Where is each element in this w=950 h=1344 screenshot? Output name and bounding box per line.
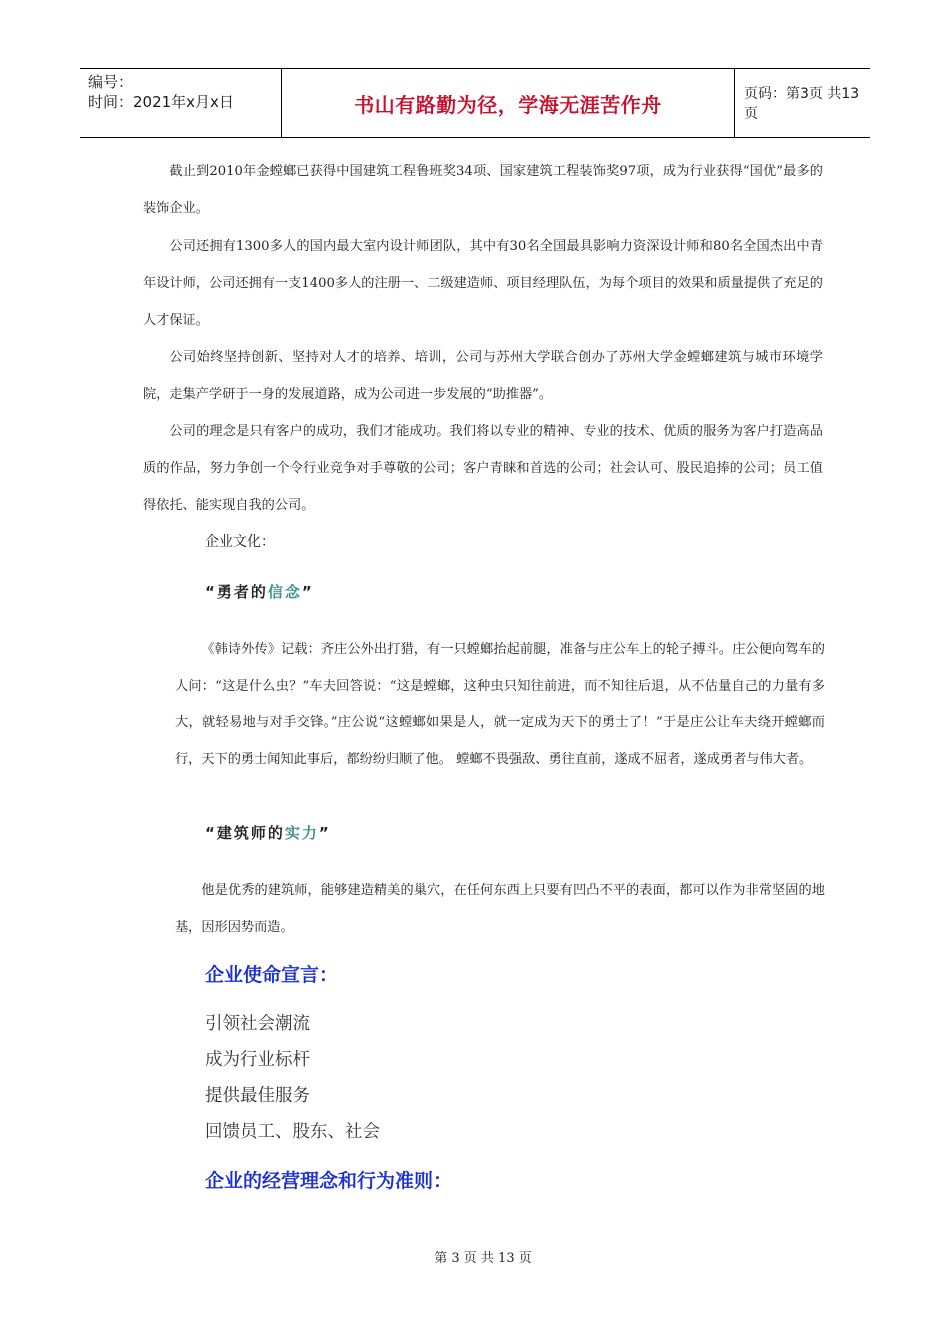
paragraph-awards: 截止到2010年金螳螂已获得中国建筑工程鲁班奖34项、国家建筑工程装饰奖97项，成为行业获得“国优”最多的装饰企业。: [143, 164, 823, 216]
header-meta: [80, 69, 281, 137]
paragraph-designers: 公司还拥有1300多人的国内最大室内设计师团队，其中有30名全国最具影响力资深设计师和80名全国杰出中青年设计师，公司还拥有一支1400多人的注册一、二级建造师、项目经理队伍，为每个项目的效果和质量提供了充足的人才保证。: [143, 239, 823, 328]
header-page-info: 页码：第3页 共13页: [744, 86, 860, 122]
mission-item: 引领社会潮流: [205, 1014, 310, 1034]
slogan-architect: [205, 822, 331, 843]
page-footer: 第 3 页 共 13 页: [434, 1251, 532, 1266]
story-architect: 他是优秀的建筑师，能够建造精美的巢穴，在任何东西上只要有凹凸不平的表面，都可以作为非常坚固的地基，因形因势而造。: [175, 883, 825, 935]
principles-heading: 企业的经营理念和行为准则：: [205, 1170, 453, 1192]
slogan-architect-highlight: 实力: [284, 824, 319, 842]
story-mantis: 《韩诗外传》记载：齐庄公外出打猎，有一只螳螂抬起前腿，准备与庄公车上的轮子搏斗。庄公便向驾车的人问：“这是什么虫？”车夫回答说：“这是螳螂，这种虫只知往前进，而不知往后退，从不估量自己的力量有多大，就轻易地与对手交锋。”庄公说“这螳螂如果是人，就一定成为天下的勇士了！”于是庄公让车夫绕开螳螂而行，天下的勇士闻知此事后，都纷纷归顺了他。 螳螂不畏强敌、勇往直前，遂成不屈者，遂成勇者与伟大者。: [175, 642, 825, 767]
paragraph-philosophy: 公司的理念是只有客户的成功，我们才能成功。我们将以专业的精神、专业的技术、优质的服务为客户打造高品质的作品，努力争创一个令行业竞争对手尊敬的公司；客户青睐和首选的公司；社会认可、股民追捧的公司；员工值得依托、能实现自我的公司。: [143, 424, 823, 513]
culture-label: 企业文化：: [205, 534, 275, 550]
slogan-architect-open: “建筑师的: [205, 824, 285, 842]
mission-item: 提供最佳服务: [205, 1086, 310, 1106]
header-motto-cell: [281, 69, 735, 137]
slogan-courage: [205, 581, 314, 602]
motto-text: 书山有路勤为径，学海无涯苦作舟: [354, 92, 662, 117]
page-header: [80, 68, 870, 138]
mission-item: 成为行业标杆: [205, 1050, 310, 1070]
slogan-courage-highlight: 信念: [267, 583, 302, 601]
mission-list: [205, 1006, 380, 1150]
time-label: 时间：2021年x月x日: [88, 93, 234, 111]
mission-heading: 企业使命宣言：: [205, 964, 339, 986]
slogan-architect-close: ”: [318, 824, 331, 842]
paragraph-innovation: 公司始终坚持创新、坚持对人才的培养、培训，公司与苏州大学联合创办了苏州大学金螳螂建筑与城市环境学院，走集产学研于一身的发展道路，成为公司进一步发展的“助推器”。: [143, 350, 823, 402]
mission-item: 回馈员工、股东、社会: [205, 1122, 380, 1142]
slogan-courage-open: “勇者的: [205, 583, 268, 601]
serial-label: 编号：: [88, 73, 134, 91]
slogan-courage-close: ”: [301, 583, 314, 601]
